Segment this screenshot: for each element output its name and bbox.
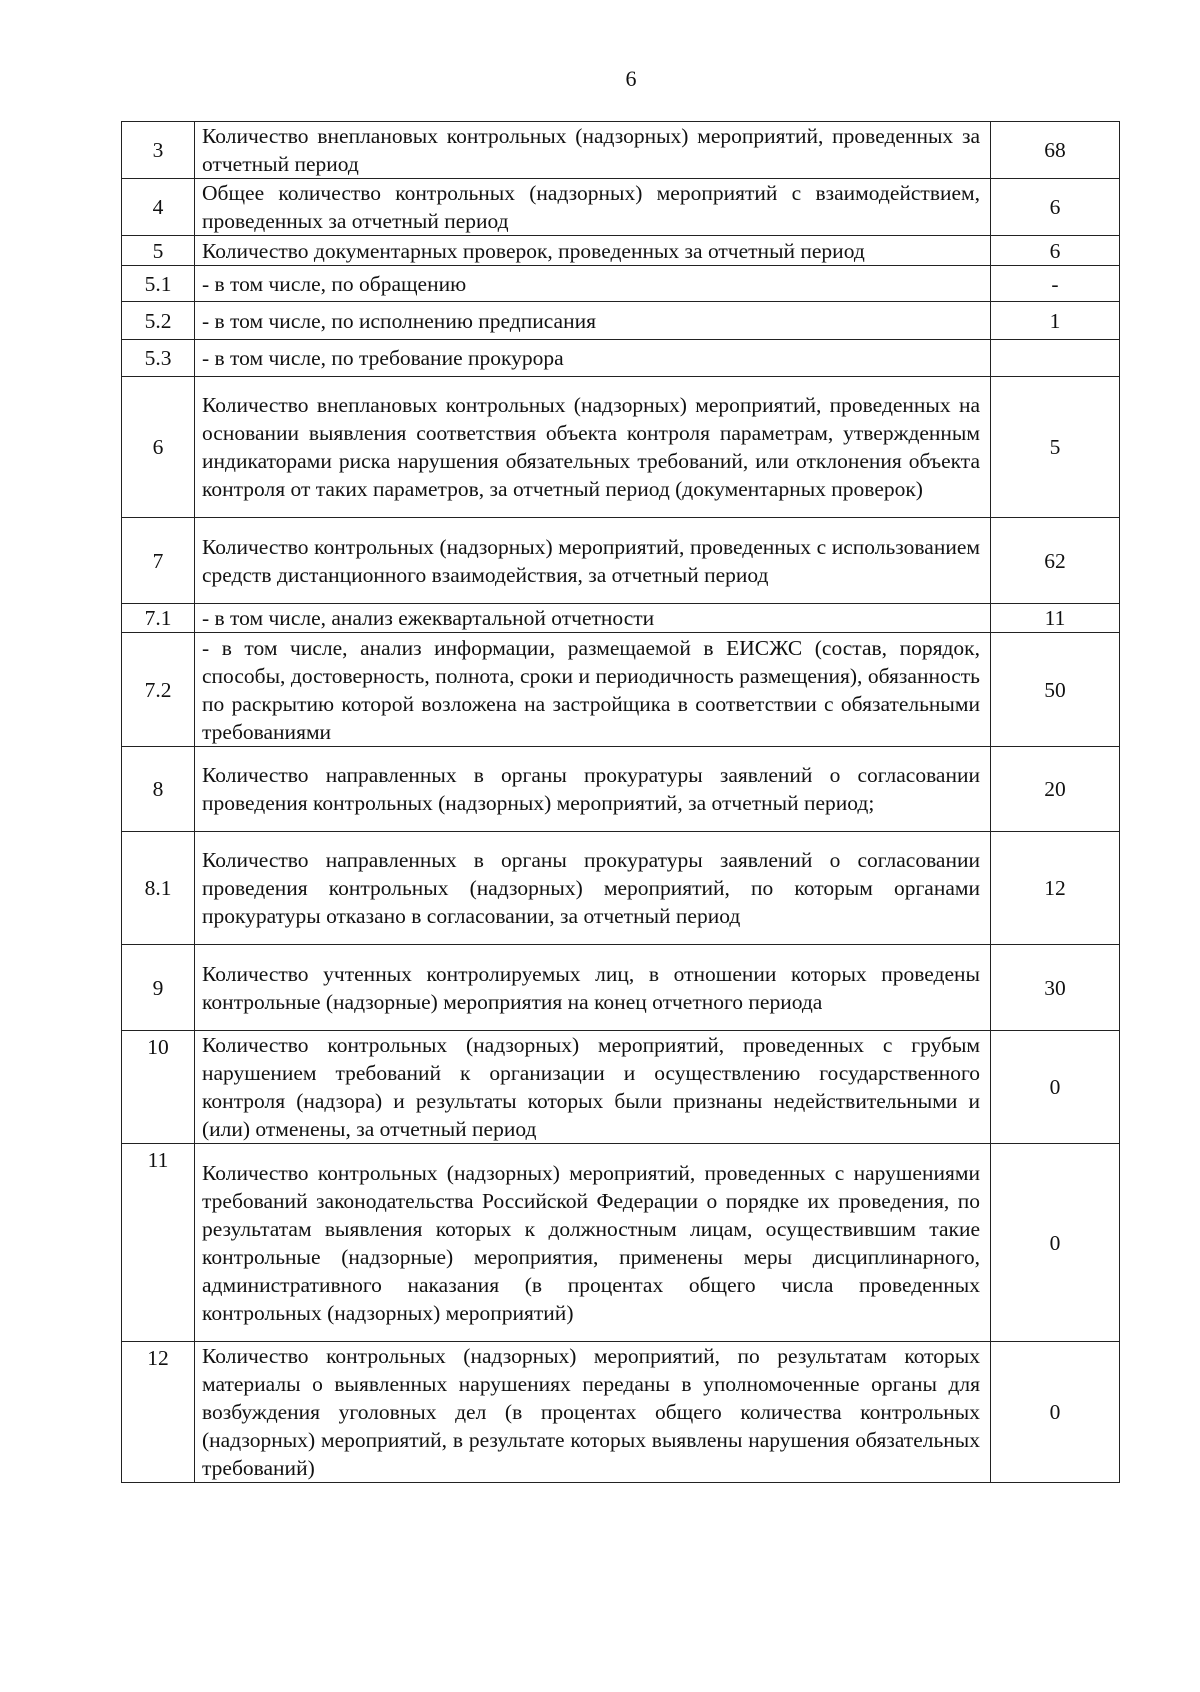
indicator-value: 1 xyxy=(991,302,1120,340)
indicator-description: - в том числе, анализ ежеквартальной отчетности xyxy=(195,604,991,633)
row-number: 7.1 xyxy=(122,604,195,633)
indicator-description: Количество контрольных (надзорных) мероприятий, проведенных с грубым нарушением требований к организации и осуществлению государственного контроля (надзора) и результаты которых были признаны недействительными и (или) отменены, за отчетный период xyxy=(195,1031,991,1144)
row-number: 10 xyxy=(122,1031,195,1144)
indicator-description: Общее количество контрольных (надзорных) мероприятий с взаимодействием, проведенных за отчетный период xyxy=(195,179,991,236)
indicator-value: 50 xyxy=(991,633,1120,747)
indicator-description: Количество внеплановых контрольных (надзорных) мероприятий, проведенных на основании выявления соответствия объекта контроля параметрам, утвержденным индикаторами риска нарушения обязательных требований, или отклонения объекта контроля от таких параметров, за отчетный период (документарных проверок) xyxy=(195,377,991,518)
row-number: 5.3 xyxy=(122,340,195,377)
table-row xyxy=(122,179,1120,236)
indicator-value: 0 xyxy=(991,1144,1120,1342)
table-row xyxy=(122,1144,1120,1342)
row-number: 5.1 xyxy=(122,266,195,302)
indicator-value: 30 xyxy=(991,945,1120,1031)
row-number: 3 xyxy=(122,122,195,179)
table-row xyxy=(122,377,1120,518)
indicator-value: 6 xyxy=(991,179,1120,236)
indicator-description: Количество направленных в органы прокуратуры заявлений о согласовании проведения контрольных (надзорных) мероприятий, по которым органами прокуратуры отказано в согласовании, за отчетный период xyxy=(195,832,991,945)
row-number: 7 xyxy=(122,518,195,604)
report-table xyxy=(121,121,1120,1483)
indicator-description: Количество учтенных контролируемых лиц, в отношении которых проведены контрольные (надзорные) мероприятия на конец отчетного периода xyxy=(195,945,991,1031)
page-number: 6 xyxy=(625,66,637,91)
table-row xyxy=(122,302,1120,340)
row-number: 4 xyxy=(122,179,195,236)
row-number: 8.1 xyxy=(122,832,195,945)
indicator-description: - в том числе, анализ информации, размещаемой в ЕИСЖС (состав, порядок, способы, достоверность, полнота, сроки и периодичность размещения), обязанность по раскрытию которой возложена на застройщика в соответствии с обязательными требованиями xyxy=(195,633,991,747)
indicator-description: Количество документарных проверок, проведенных за отчетный период xyxy=(195,236,991,266)
table-body xyxy=(122,122,1120,1483)
table-row xyxy=(122,633,1120,747)
row-number: 7.2 xyxy=(122,633,195,747)
indicator-value: 0 xyxy=(991,1342,1120,1483)
indicator-value: 0 xyxy=(991,1031,1120,1144)
table-row xyxy=(122,945,1120,1031)
table-row xyxy=(122,604,1120,633)
indicator-description: Количество направленных в органы прокуратуры заявлений о согласовании проведения контрольных (надзорных) мероприятий, за отчетный период; xyxy=(195,747,991,832)
indicator-value: 5 xyxy=(991,377,1120,518)
table-row xyxy=(122,1031,1120,1144)
indicator-description: Количество контрольных (надзорных) мероприятий, проведенных с использованием средств дистанционного взаимодействия, за отчетный период xyxy=(195,518,991,604)
indicator-value xyxy=(991,340,1120,377)
indicator-value: 11 xyxy=(991,604,1120,633)
indicator-description: Количество контрольных (надзорных) мероприятий, по результатам которых материалы о выявленных нарушениях переданы в уполномоченные органы для возбуждения уголовных дел (в процентах общего количества контрольных (надзорных) мероприятий, в результате которых выявлены нарушения обязательных требований) xyxy=(195,1342,991,1483)
indicator-value: 68 xyxy=(991,122,1120,179)
row-number: 12 xyxy=(122,1342,195,1483)
indicator-description: - в том числе, по требование прокурора xyxy=(195,340,991,377)
table-row xyxy=(122,518,1120,604)
table-row xyxy=(122,747,1120,832)
row-number: 8 xyxy=(122,747,195,832)
indicator-value: 6 xyxy=(991,236,1120,266)
indicator-description: Количество контрольных (надзорных) мероприятий, проведенных с нарушениями требований законодательства Российской Федерации о порядке их проведения, по результатам выявления которых к должностным лицам, осуществившим такие контрольные (надзорные) мероприятия, применены меры дисциплинарного, административного наказания (в процентах общего числа проведенных контрольных (надзорных) мероприятий) xyxy=(195,1144,991,1342)
indicator-value: 20 xyxy=(991,747,1120,832)
table-row xyxy=(122,266,1120,302)
indicator-value: - xyxy=(991,266,1120,302)
table-row xyxy=(122,832,1120,945)
indicator-description: Количество внеплановых контрольных (надзорных) мероприятий, проведенных за отчетный период xyxy=(195,122,991,179)
table-row xyxy=(122,236,1120,266)
indicator-value: 62 xyxy=(991,518,1120,604)
row-number: 5.2 xyxy=(122,302,195,340)
row-number: 11 xyxy=(122,1144,195,1342)
table-row xyxy=(122,340,1120,377)
indicator-value: 12 xyxy=(991,832,1120,945)
indicator-description: - в том числе, по обращению xyxy=(195,266,991,302)
row-number: 9 xyxy=(122,945,195,1031)
table-row xyxy=(122,1342,1120,1483)
table-row xyxy=(122,122,1120,179)
row-number: 5 xyxy=(122,236,195,266)
row-number: 6 xyxy=(122,377,195,518)
indicator-description: - в том числе, по исполнению предписания xyxy=(195,302,991,340)
